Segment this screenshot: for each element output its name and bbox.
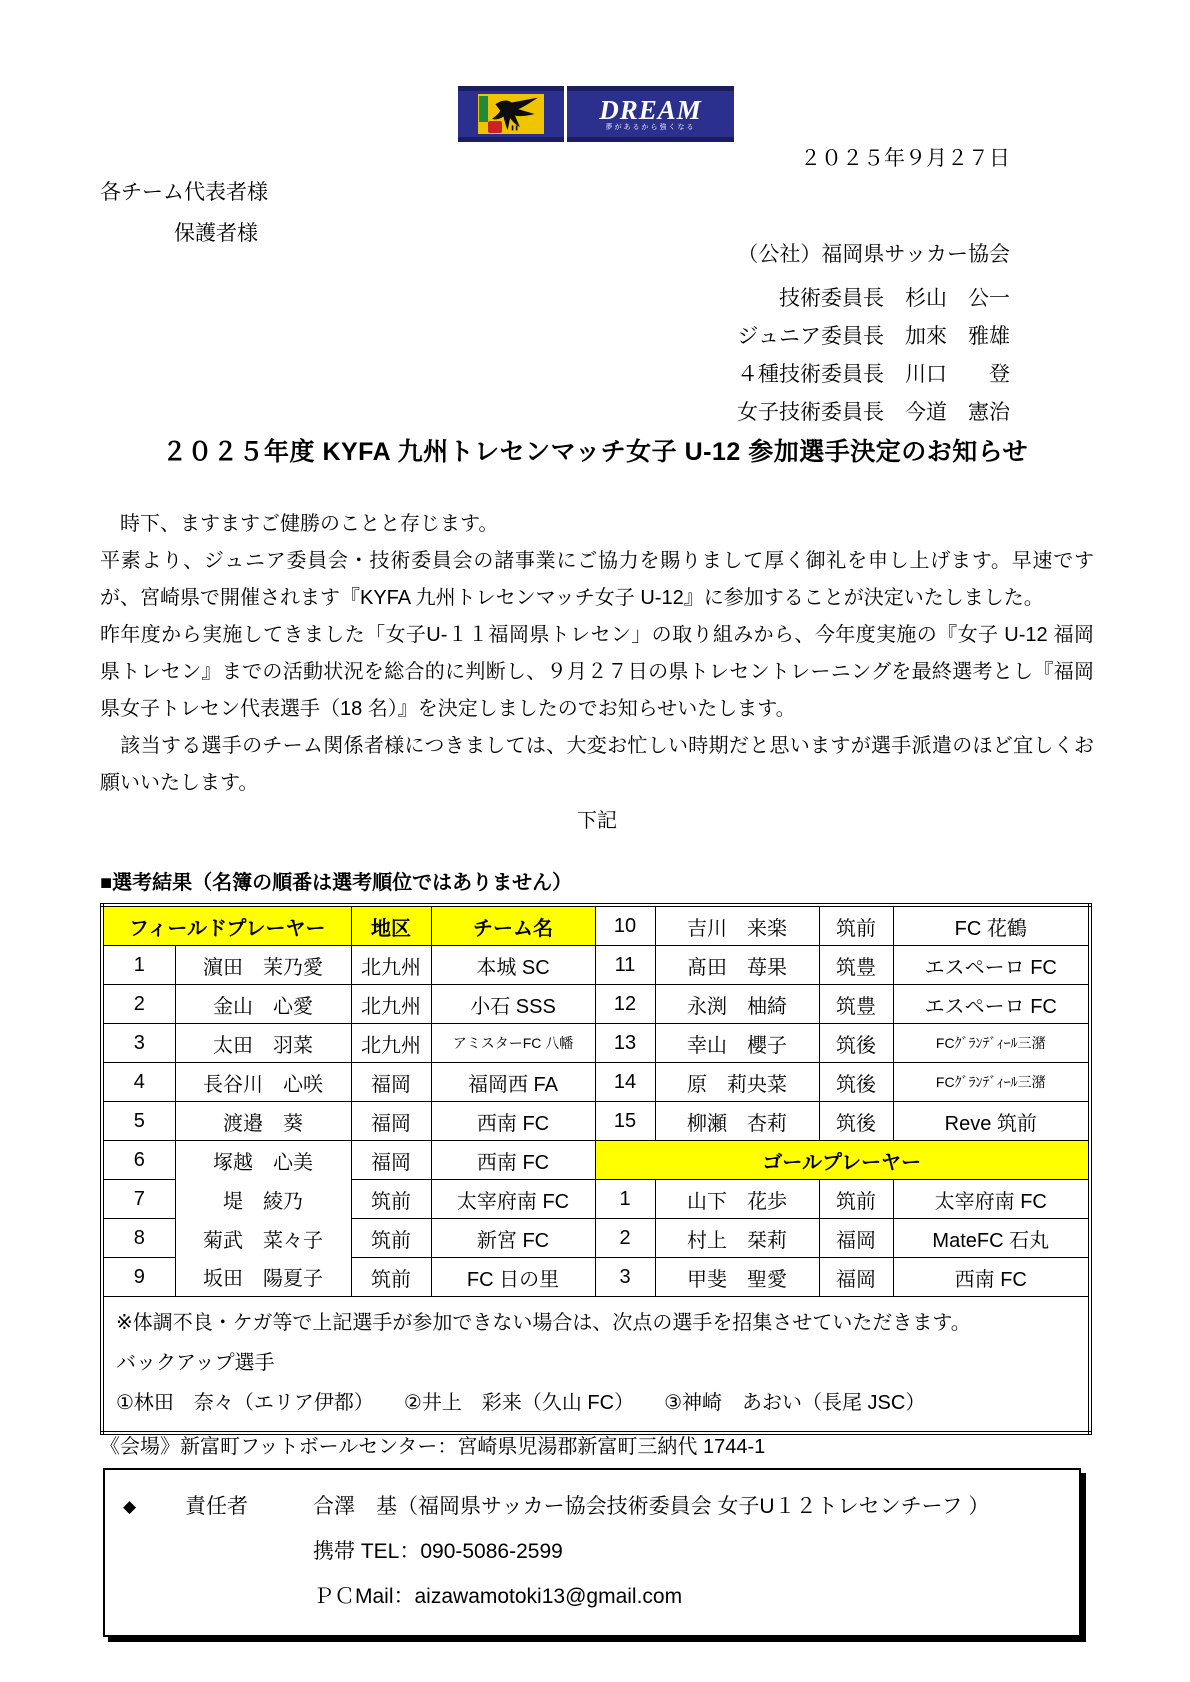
- contact-mail: ＰＣMail：aizawamotoki13@gmail.com: [313, 1585, 683, 1608]
- player-team: FCｸﾞﾗﾝﾃﾞｨｰﾙ三潴: [893, 1024, 1090, 1063]
- player-name: 幸山 櫻子: [655, 1024, 819, 1063]
- green-mark: [479, 96, 488, 122]
- player-number: 10: [595, 905, 655, 946]
- contact-row: [123, 1484, 1069, 1619]
- sender-org: （公社）福岡県サッカー協会: [737, 243, 1010, 266]
- player-team: 本城 SC: [431, 946, 595, 985]
- player-number: 9: [102, 1258, 175, 1297]
- goalkeeper-header: ゴールプレーヤー: [595, 1141, 1090, 1180]
- player-district: 北九州: [351, 1024, 431, 1063]
- player-name: 甲斐 聖愛: [655, 1258, 819, 1297]
- player-team: 太宰府南 FC: [431, 1180, 595, 1219]
- body-text: [100, 506, 1094, 840]
- table-row: [102, 905, 1090, 946]
- sender-officers: [737, 280, 1010, 432]
- contact-box: [103, 1468, 1081, 1637]
- player-team: 西南 FC: [893, 1258, 1090, 1297]
- player-team: アミスターFC 八幡: [431, 1024, 595, 1063]
- player-number: 6: [102, 1141, 175, 1180]
- player-number: 2: [595, 1219, 655, 1258]
- player-team: 西南 FC: [431, 1102, 595, 1141]
- table-row: [102, 946, 1090, 985]
- contact-person: 合澤 基（福岡県サッカー協会技術委員会 女子U１２トレセンチーフ ）: [313, 1495, 990, 1518]
- player-number: 13: [595, 1024, 655, 1063]
- player-district: 福岡: [351, 1141, 431, 1180]
- player-team: 太宰府南 FC: [893, 1180, 1090, 1219]
- player-name: 山下 花歩: [655, 1180, 819, 1219]
- recipient-line: 各チーム代表者様: [100, 181, 268, 204]
- recipient-line: 保護者様: [174, 222, 258, 245]
- player-number: 5: [102, 1102, 175, 1141]
- backup-note-line: ※体調不良・ケガ等で上記選手が参加できない場合は、次点の選手を招集させていただきます。: [116, 1312, 971, 1334]
- player-district: 筑後: [819, 1063, 893, 1102]
- player-name: 金山 心愛: [175, 985, 351, 1024]
- player-district: 福岡: [819, 1258, 893, 1297]
- backup-note-cell: [102, 1297, 1090, 1434]
- brand-tagline: 夢があるから強くなる: [605, 123, 696, 131]
- body-paragraph: 該当する選手のチーム関係者様につきましては、大変お忙しい時期だと思いますが選手派遣のほど宜しくお願いいたします。: [100, 735, 1094, 794]
- table-row: [102, 1024, 1090, 1063]
- player-name: 堤 綾乃: [175, 1180, 351, 1219]
- table-row: [102, 1102, 1090, 1141]
- player-name: 長谷川 心咲: [175, 1063, 351, 1102]
- player-number: 3: [595, 1258, 655, 1297]
- body-paragraph: 昨年度から実施してきました「女子U-１１福岡県トレセン」の取り組みから、今年度実施の『女子 U-12 福岡県トレセン』までの活動状況を総合的に判断し、９月２７日の県トレセントレーニングを最終選考とし『福岡県女子トレセン代表選手（18 名）』を決定しましたのでお知らせいたします。: [100, 624, 1094, 720]
- page-title: ２０２５年度 KYFA 九州トレセンマッチ女子 U-12 参加選手決定のお知らせ: [162, 438, 1028, 466]
- player-team: エスペーロ FC: [893, 985, 1090, 1024]
- player-team: エスペーロ FC: [893, 946, 1090, 985]
- player-team: 小石 SSS: [431, 985, 595, 1024]
- logo-wordmark: [567, 86, 734, 142]
- player-district: 筑前: [819, 1180, 893, 1219]
- player-number: 8: [102, 1219, 175, 1258]
- team-header: チーム名: [431, 905, 595, 946]
- player-name: 濵田 茉乃愛: [175, 946, 351, 985]
- table-row: [102, 1141, 1090, 1180]
- player-name: 太田 羽菜: [175, 1024, 351, 1063]
- player-district: 筑後: [819, 1024, 893, 1063]
- player-district: 筑豊: [819, 946, 893, 985]
- player-number: 15: [595, 1102, 655, 1141]
- player-district: 筑後: [819, 1102, 893, 1141]
- venue-line: 《会場》新富町フットボールセンター：宮崎県児湯郡新富町三納代 1744-1: [100, 1436, 766, 1458]
- player-team: FCｸﾞﾗﾝﾃﾞｨｰﾙ三潴: [893, 1063, 1090, 1102]
- player-district: 北九州: [351, 946, 431, 985]
- player-number: 11: [595, 946, 655, 985]
- sender-block: [737, 236, 1010, 432]
- selection-table: [100, 903, 1092, 1435]
- field-player-header: フィールドプレーヤー: [102, 905, 351, 946]
- sender-officer-line: 技術委員長 杉山 公一: [779, 287, 1010, 310]
- dream-logo: [458, 86, 734, 142]
- player-name: 原 莉央菜: [655, 1063, 819, 1102]
- table-row: [102, 1063, 1090, 1102]
- player-number: 14: [595, 1063, 655, 1102]
- player-team: FC 花鶴: [893, 905, 1090, 946]
- emblem-yellow-box: [478, 94, 544, 134]
- player-number: 7: [102, 1180, 175, 1219]
- player-name: 吉川 来楽: [655, 905, 819, 946]
- player-name: 菊武 菜々子: [175, 1219, 351, 1258]
- backup-note-line: バックアップ選手: [116, 1352, 275, 1374]
- player-district: 筑前: [351, 1180, 431, 1219]
- player-team: 新宮 FC: [431, 1219, 595, 1258]
- body-paragraph: 平素より、ジュニア委員会・技術委員会の諸事業にご協力を賜りまして厚く御礼を申し上げます。早速ですが、宮崎県で開催されます『KYFA 九州トレセンマッチ女子 U-12』に参加することが決定いたしました。: [100, 550, 1094, 609]
- recipients-block: [100, 172, 268, 254]
- table-note-row: [102, 1297, 1090, 1434]
- player-district: 筑前: [351, 1258, 431, 1297]
- backup-note-line: ①林田 奈々（エリア伊都） ②井上 彩来（久山 FC） ③神崎 あおい（長尾 JSC）: [116, 1392, 926, 1414]
- player-district: 福岡: [351, 1102, 431, 1141]
- table-row: [102, 1258, 1090, 1297]
- brand-text: DREAM: [599, 94, 702, 125]
- table-row: [102, 985, 1090, 1024]
- player-name: 塚越 心美: [175, 1141, 351, 1180]
- player-name: 永渕 柚綺: [655, 985, 819, 1024]
- section-heading: ■選考結果（名簿の順番は選考順位ではありません）: [100, 872, 573, 894]
- contact-lines: [313, 1484, 1069, 1619]
- player-team: 福岡西 FA: [431, 1063, 595, 1102]
- sender-officer-line: ジュニア委員長 加來 雅雄: [737, 325, 1010, 348]
- player-name: 村上 栞莉: [655, 1219, 819, 1258]
- player-number: 12: [595, 985, 655, 1024]
- player-number: 2: [102, 985, 175, 1024]
- player-team: FC 日の里: [431, 1258, 595, 1297]
- player-number: 4: [102, 1063, 175, 1102]
- kakki-label: 下記: [577, 810, 617, 832]
- document-date: ２０２５年９月２７日: [800, 147, 1010, 170]
- sender-officer-line: ４種技術委員長 川口 登: [737, 363, 1010, 386]
- player-district: 筑前: [819, 905, 893, 946]
- body-paragraph: 時下、ますますご健勝のことと存じます。: [100, 513, 499, 535]
- player-district: 福岡: [819, 1219, 893, 1258]
- player-name: 柳瀬 杏莉: [655, 1102, 819, 1141]
- player-name: 渡邉 葵: [175, 1102, 351, 1141]
- player-team: 西南 FC: [431, 1141, 595, 1180]
- selection-table-wrap: [100, 903, 1092, 1435]
- player-team: MateFC 石丸: [893, 1219, 1090, 1258]
- table-row: [102, 1219, 1090, 1258]
- table-row: [102, 1180, 1090, 1219]
- diamond-bullet-icon: ◆: [123, 1497, 137, 1516]
- body-paragraphs: [100, 506, 1094, 802]
- contact-label: 責任者: [185, 1495, 248, 1518]
- logo-emblem: [458, 86, 564, 142]
- sender-officer-line: 女子技術委員長 今道 憲治: [737, 401, 1010, 424]
- player-number: 3: [102, 1024, 175, 1063]
- player-district: 筑前: [351, 1219, 431, 1258]
- player-district: 北九州: [351, 985, 431, 1024]
- player-team: Reve 筑前: [893, 1102, 1090, 1141]
- player-number: 1: [595, 1180, 655, 1219]
- player-name: 坂田 陽夏子: [175, 1258, 351, 1297]
- red-emblem-icon: [488, 121, 502, 133]
- player-name: 髙田 苺果: [655, 946, 819, 985]
- player-number: 1: [102, 946, 175, 985]
- player-district: 筑豊: [819, 985, 893, 1024]
- player-district: 福岡: [351, 1063, 431, 1102]
- contact-tel: 携帯 TEL：090-5086-2599: [313, 1540, 563, 1563]
- district-header: 地区: [351, 905, 431, 946]
